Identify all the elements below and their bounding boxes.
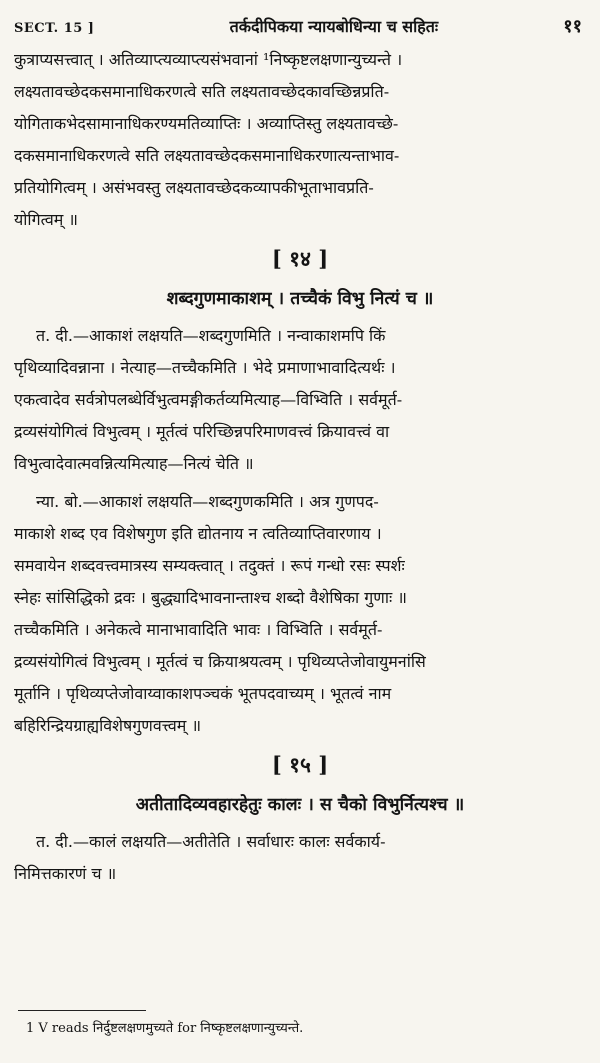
text-line: योगित्वम् ॥ [14,210,78,229]
running-title: तर्कदीपिकया न्यायबोधिन्या च सहितः [229,17,439,36]
text-line: द्रव्यसंयोगित्वं विभुत्वम् । मूर्तत्वं च क्रियाश्रयत्वम् । पृथिव्यप्तेजोवायुमनांसि [14,652,426,671]
text-line: द्रव्यसंयोगित्वं विभुत्वम् । मूर्तत्वं परिच्छिन्नपरिमाणवत्त्वं क्रियावत्त्वं वा [14,422,390,441]
text-line: न्या. बो.—आकाशं लक्षयति—शब्दगुणकमिति । अत्र गुणपद- [36,492,379,511]
text-line: तच्चैकमिति । अनेकत्वे मानाभावादिति भावः । विभ्विति । सर्वमूर्त- [14,620,383,639]
text-line: त. दी.—कालं लक्षयति—अतीतेति । सर्वाधारः कालः सर्वकार्य- [36,832,386,851]
sutra-verse: अतीतादिव्यवहारहेतुः कालः । स चैको विभुर्नित्यश्च ॥ [135,795,465,816]
section-marker: SECT. 15 ] [14,21,95,36]
paragraph-continued [14,44,586,236]
section-number: [ १४ ] [271,245,329,271]
text-line: लक्ष्यतावच्छेदकसमानाधिकरणत्वे सति लक्ष्यतावच्छेदकावच्छिन्नप्रति- [14,82,390,101]
text-line: माकाशे शब्द एव विशेषगुण इति द्योतनाय न त्वतिव्याप्तिवारणाय । [14,524,382,543]
text-line: एकत्वादेव सर्वत्रोपलब्धेर्विभुत्वमङ्गीकर्तव्यमित्याह—विभ्विति । सर्वमूर्त- [14,390,403,409]
page-number: ११ [563,16,582,37]
text-line: कुत्राप्यसत्त्वात् । अतिव्याप्त्यव्याप्त्यसंभवानां ¹निष्कृष्टलक्षणान्युच्यन्ते । [14,50,403,69]
nyayabodhini-commentary [14,486,586,742]
text-line: स्नेहः सांसिद्धिको द्रवः । बुद्ध्यादिभावनान्ताश्च शब्दो वैशेषिका गुणाः ॥ [14,588,407,607]
sutra-verse: शब्दगुणमाकाशम् । तच्चैकं विभु नित्यं च ॥ [166,289,434,310]
tarkadipika-commentary [14,320,586,480]
text-line: विभुत्वादेवात्मवन्नित्यमित्याह—नित्यं चेति ॥ [14,454,254,473]
running-header [14,14,586,44]
text-line: त. दी.—आकाशं लक्षयति—शब्दगुणमिति । नन्वाकाशमपि किं [36,326,386,345]
text-line: मूर्तानि । पृथिव्यप्तेजोवाय्वाकाशपञ्चकं भूतपदवाच्यम् । भूतत्वं नाम [14,684,392,703]
text-line: योगिताकभेदसामानाधिकरण्यमतिव्याप्तिः । अव्याप्तिस्तु लक्ष्यतावच्छे- [14,114,399,133]
text-line: पृथिव्यादिवन्नाना । नेत्याह—तच्चैकमिति । भेदे प्रमाणाभावादित्यर्थः । [14,358,396,377]
text-line: बहिरिन्द्रियग्राह्यविशेषगुणवत्त्वम् ॥ [14,716,202,735]
footnote: 1 V reads निर्दुष्टलक्षणमुच्यते for निष्कृष्टलक्षणान्युच्यन्ते. [26,1021,304,1036]
text-line: दकसमानाधिकरणत्वे सति लक्ष्यतावच्छेदकसमानाधिकरणात्यन्ताभाव- [14,146,400,165]
section-number: [ १५ ] [271,751,329,777]
text-line: समवायेन शब्दवत्त्वमात्रस्य सम्यक्त्वात् । तदुक्तं । रूपं गन्धो रसः स्पर्शः [14,556,405,575]
text-line: निमित्तकारणं च ॥ [14,864,117,883]
tarkadipika-commentary [14,826,586,890]
footnote-rule [18,1010,146,1011]
text-line: प्रतियोगित्वम् । असंभवस्तु लक्ष्यतावच्छेदकव्यापकीभूताभावप्रति- [14,178,374,197]
